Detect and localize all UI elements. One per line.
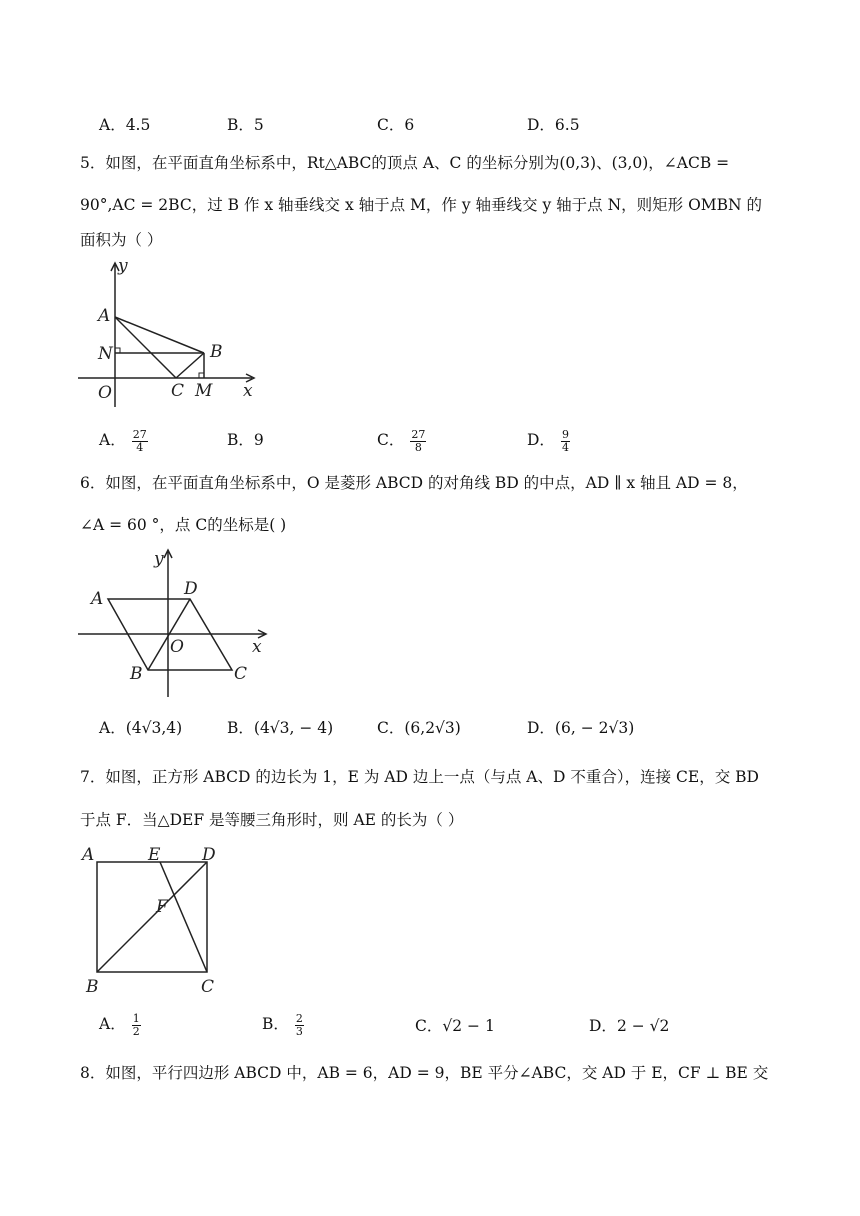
q6-label-d: D: [184, 579, 198, 599]
q5-option-a: A． $\frac{27}{4}$: [99, 427, 147, 454]
q6-label-y: y: [154, 549, 164, 569]
q7-stem-line1: 7．如图，正方形 ABCD 的边长为 1，E 为 AD 边上一点（与点 A、D 不重合），连接 CE，交 BD: [80, 768, 759, 786]
q7-option-d: D．2 − √2: [589, 1017, 670, 1035]
q7-label-c: C: [201, 977, 215, 997]
q5-stem-line1: 5．如图，在平面直角坐标系中，Rt△ABC的顶点 A、C 的坐标分别为(0,3)、(3,0)，∠ACB =: [80, 154, 730, 172]
q4-option-c: C．6: [377, 116, 415, 134]
q7-figure: [80, 840, 240, 1000]
q5-option-d: D． $\frac{9}{4}$: [527, 427, 569, 454]
q5-label-y: y: [118, 256, 128, 276]
q6-label-o: O: [170, 637, 184, 657]
q4-option-b: B．5: [227, 116, 264, 134]
q6-label-x: x: [252, 637, 262, 657]
q7-label-b: B: [86, 977, 99, 997]
q7-option-a: A． $\frac{1}{2}$: [99, 1011, 140, 1038]
q5-label-c: C: [171, 381, 185, 401]
q6-figure: [70, 542, 290, 702]
q5-label-o: O: [98, 383, 112, 403]
q6-label-b: B: [130, 664, 143, 684]
q6-option-d: D．(6, − 2√3): [527, 719, 635, 737]
q5-option-b: B．9: [227, 431, 264, 449]
q7-label-a: A: [82, 845, 95, 865]
q5-stem-line3: 面积为（ ）: [80, 231, 163, 249]
q5-label-m: M: [195, 381, 213, 401]
q6-stem-line2: ∠A = 60 °，点 C的坐标是( ): [80, 516, 287, 534]
q4-option-d: D．6.5: [527, 116, 580, 134]
q6-option-c: C．(6,2√3): [377, 719, 461, 737]
q8-stem-line1: 8．如图，平行四边形 ABCD 中，AB = 6，AD = 9，BE 平分∠ABC，交 AD 于 E，CF ⊥ BE 交: [80, 1064, 769, 1082]
q7-option-b: B． $\frac{2}{3}$: [262, 1011, 303, 1038]
q4-option-a: A．4.5: [99, 116, 151, 134]
q7-label-d: D: [202, 845, 216, 865]
q5-label-x: x: [243, 381, 253, 401]
q5-option-c: C． $\frac{27}{8}$: [377, 427, 426, 454]
q5-label-n: N: [98, 344, 113, 364]
q7-label-f: F: [156, 897, 168, 917]
q6-label-a: A: [91, 589, 104, 609]
q6-label-c: C: [234, 664, 248, 684]
q5-label-a: A: [98, 306, 111, 326]
q5-figure: [70, 255, 270, 415]
q7-option-c: C．√2 − 1: [415, 1017, 495, 1035]
q5-stem-line2: 90°,AC = 2BC，过 B 作 x 轴垂线交 x 轴于点 M，作 y 轴垂线交 y 轴于点 N，则矩形 OMBN 的: [80, 196, 763, 214]
q5-label-b: B: [210, 342, 223, 362]
q6-stem-line1: 6．如图，在平面直角坐标系中，O 是菱形 ABCD 的对角线 BD 的中点，AD ∥ x 轴且 AD = 8，: [80, 474, 748, 492]
q6-option-a: A．(4√3,4): [99, 719, 183, 737]
q7-stem-line2: 于点 F．当△DEF 是等腰三角形时，则 AE 的长为（ ）: [80, 811, 464, 829]
q7-label-e: E: [148, 845, 161, 865]
q6-option-b: B．(4√3, − 4): [227, 719, 334, 737]
